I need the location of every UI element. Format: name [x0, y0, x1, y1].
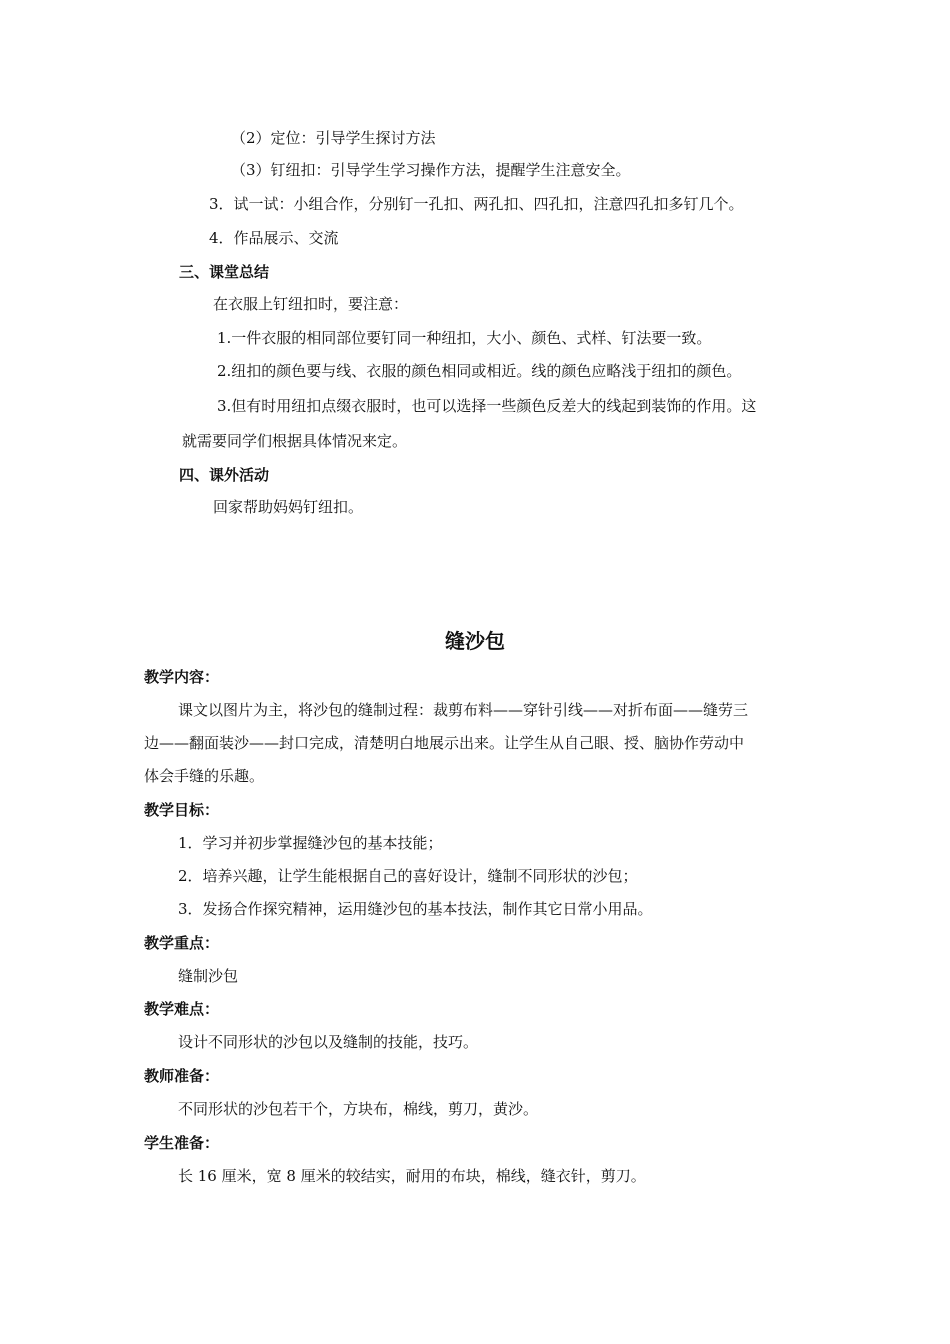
key-heading: 教学重点：	[144, 934, 220, 952]
step2-sub2: （2）定位：引导学生探讨方法	[231, 129, 436, 147]
content-line-1: 课文以图片为主，将沙包的缝制过程：裁剪布料——穿针引线——对折布面——缝劳三	[178, 701, 749, 719]
teacher-prep-text: 不同形状的沙包若干个，方块布，棉线，剪刀，黄沙。	[178, 1100, 539, 1118]
difficulty-text: 设计不同形状的沙包以及缝制的技能，技巧。	[178, 1033, 479, 1051]
goal-1: 1．学习并初步掌握缝沙包的基本技能；	[178, 834, 443, 852]
step4-text: 4．作品展示、交流	[209, 229, 339, 247]
step3-text: 3．试一试：小组合作，分别钉一孔扣、两孔扣、四孔扣，注意四孔扣多钉几个。	[209, 195, 744, 213]
summary-item-3-line1: 3.但有时用纽扣点缀衣服时，也可以选择一些颜色反差大的线起到装饰的作用。这	[217, 397, 757, 415]
lesson-title: 缝沙包	[445, 629, 505, 653]
goals-heading: 教学目标：	[144, 801, 220, 819]
goal-2: 2．培养兴趣，让学生能根据自己的喜好设计，缝制不同形状的沙包；	[178, 867, 638, 885]
step2-sub3: （3）钉纽扣：引导学生学习操作方法，提醒学生注意安全。	[231, 161, 631, 179]
goal-3: 3．发扬合作探究精神，运用缝沙包的基本技法，制作其它日常小用品。	[178, 900, 653, 918]
difficulty-heading: 教学难点：	[144, 1000, 220, 1018]
summary-heading: 三、课堂总结	[179, 263, 270, 281]
summary-item-3-line2: 就需要同学们根据具体情况来定。	[182, 432, 408, 450]
summary-item-2: 2.纽扣的颜色要与线、衣服的颜色相同或相近。线的颜色应略浅于纽扣的颜色。	[217, 362, 742, 380]
summary-intro: 在衣服上钉纽扣时，要注意：	[213, 295, 409, 313]
content-heading: 教学内容：	[144, 668, 220, 686]
key-text: 缝制沙包	[178, 967, 239, 985]
activity-text: 回家帮助妈妈钉纽扣。	[213, 498, 364, 516]
summary-item-1: 1.一件衣服的相同部位要钉同一种纽扣，大小、颜色、式样、钉法要一致。	[217, 329, 712, 347]
activity-heading: 四、课外活动	[179, 466, 270, 484]
content-line-2: 边——翻面装沙——封口完成，清楚明白地展示出来。让学生从自己眼、授、脑协作劳动中	[144, 734, 745, 752]
student-prep-text: 长 16 厘米，宽 8 厘米的较结实，耐用的布块，棉线，缝衣针，剪刀。	[178, 1167, 646, 1185]
student-prep-heading: 学生准备：	[144, 1134, 220, 1152]
content-line-3: 体会手缝的乐趣。	[144, 767, 265, 785]
teacher-prep-heading: 教师准备：	[144, 1067, 220, 1085]
